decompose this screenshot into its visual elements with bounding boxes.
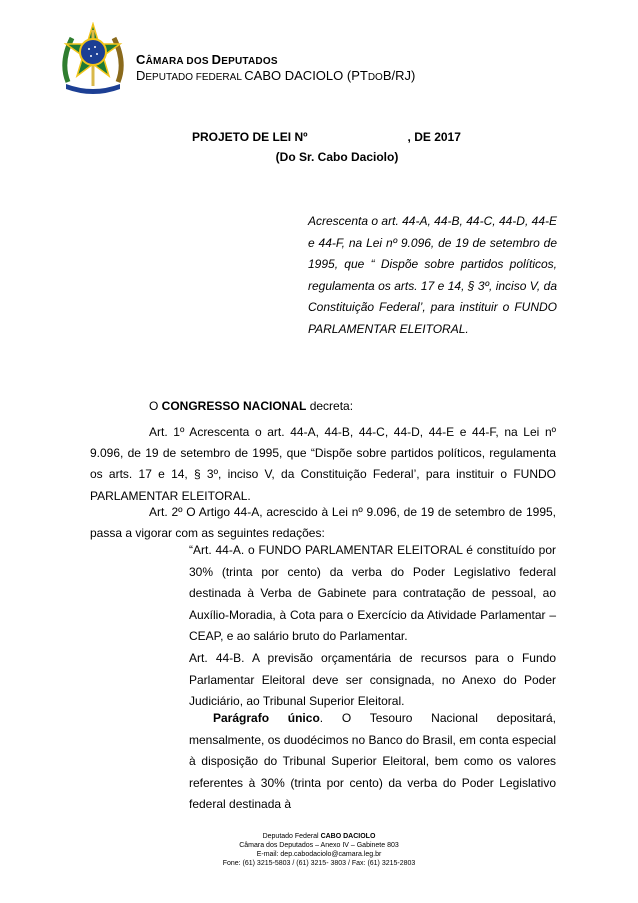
footer-deputy: Deputado Federal CABO DACIOLO bbox=[262, 833, 376, 840]
article-2: Art. 2º O Artigo 44-A, acrescido à Lei nº 9.096, de 19 de setembro de 1995, passa a vigorar com as seguintes redações: bbox=[90, 505, 556, 541]
enacting-clause: O CONGRESSO NACIONAL decreta: bbox=[149, 399, 354, 413]
footer-email: E-mail: dep.cabodaciolo@camara.leg.br bbox=[256, 851, 382, 858]
footer-phone: Fone: (61) 3215-5803 / (61) 3215- 3803 / Fax: (61) 3215-2803 bbox=[222, 860, 416, 867]
article-44b: Art. 44-B. A previsão orçamentária de recursos para o Fundo Parlamentar Eleitoral deve ser consignada, no Anexo do Poder Judiciário, ao Tribunal Superior Eleitoral. bbox=[189, 651, 556, 708]
article-1: Art. 1º Acrescenta o art. 44-A, 44-B, 44-C, 44-D, 44-E e 44-F, na Lei nº 9.096, de 19 de setembro de 1995, que “Dispõe sobre partidos políticos, regulamenta os arts. 17 e 14, § 3º, inciso V, da Constituição Federal’, para instituir o FUNDO PARLAMENTAR ELEITORAL. bbox=[90, 425, 556, 503]
header-deputy: DEPUTADO FEDERAL CABO DACIOLO (PTDOB/RJ) bbox=[136, 68, 416, 83]
bill-title: PROJETO DE LEI Nº , DE 2017 bbox=[192, 130, 461, 144]
article-44a: “Art. 44-A. o FUNDO PARLAMENTAR ELEITORAL é constituído por 30% (trinta por cento) da verba do Poder Legislativo federal destinada à Verba de Gabinete para contratação de pessoal, ao Auxílio-Moradia, à Cota para o Exercício da Atividade Parlamentar – CEAP, e ao salário bruto do Parlamentar. bbox=[189, 543, 556, 643]
header-institution: CÂMARA DOS DEPUTADOS bbox=[136, 52, 278, 67]
bill-summary: Acrescenta o art. 44-A, 44-B, 44-C, 44-D, 44-E e 44-F, na Lei nº 9.096, de 19 de setembro de 1995, que “ Dispõe sobre partidos políticos, regulamenta os arts. 17 e 14, § 3º, inciso V, da Constituição Federal’, para instituir o FUNDO PARLAMENTAR ELEITORAL. bbox=[308, 214, 557, 336]
sole-paragraph: Parágrafo único. O Tesouro Nacional depositará, mensalmente, os duodécimos no Banco do Brasil, em conta especial à disposição do Tribunal Superior Eleitoral, bem como os valores referentes à 30% (trinta por cento) da verba do Poder Legislativo federal destinada à bbox=[189, 711, 557, 811]
coat-of-arms-logo bbox=[58, 22, 128, 96]
page-footer bbox=[0, 832, 638, 868]
bill-author: (Do Sr. Cabo Daciolo) bbox=[275, 150, 399, 164]
footer-address: Câmara dos Deputados – Anexo IV – Gabinete 803 bbox=[239, 842, 399, 849]
